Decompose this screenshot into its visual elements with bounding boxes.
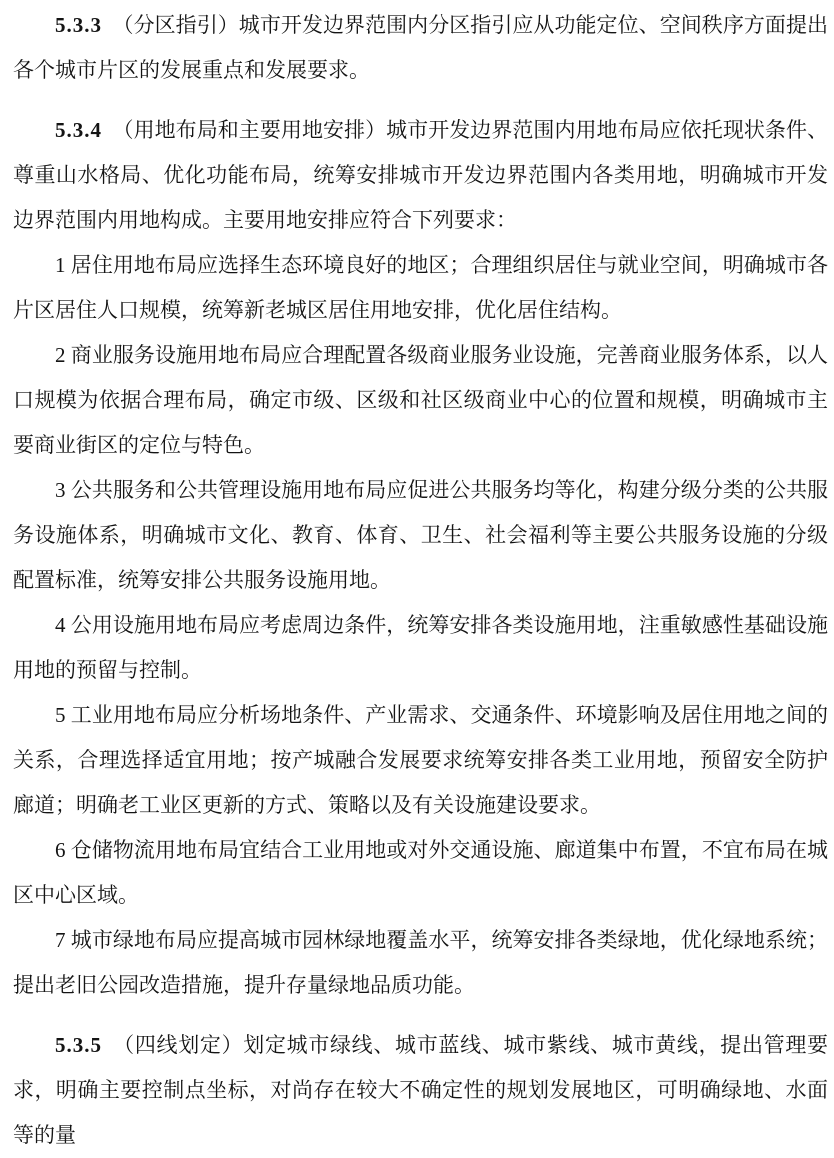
clause-text: 5 工业用地布局应分析场地条件、产业需求、交通条件、环境影响及居住用地之间的关系，合理选择适宜用地；按产城融合发展要求统筹安排各类工业用地，预留安全防护廊道；明确老工业区更新的方式、策略以及有关设施建设要求。 (13, 703, 828, 817)
clause-text: （用地布局和主要用地安排）城市开发边界范围内用地布局应依托现状条件、尊重山水格局、优化功能布局，统筹安排城市开发边界范围内各类用地，明确城市开发边界范围内用地构成。主要用地安排应符合下列要求： (13, 118, 828, 232)
clause-text: 7 城市绿地布局应提高城市园林绿地覆盖水平，统筹安排各类绿地，优化绿地系统；提出老旧公园改造措施，提升存量绿地品质功能。 (13, 928, 828, 997)
clause-5-3-4-item-6 (13, 828, 828, 918)
clause-text: 2 商业服务设施用地布局应合理配置各级商业服务业设施，完善商业服务体系，以人口规模为依据合理布局，确定市级、区级和社区级商业中心的位置和规模，明确城市主要商业街区的定位与特色。 (13, 343, 828, 457)
clause-text: （分区指引）城市开发边界范围内分区指引应从功能定位、空间秩序方面提出各个城市片区的发展重点和发展要求。 (13, 13, 828, 82)
clause-5-3-4-item-7 (13, 918, 828, 1008)
document-body (0, 3, 834, 1158)
clause-5-3-4 (13, 108, 828, 243)
clause-5-3-4-item-1 (13, 243, 828, 333)
clause-text: 1 居住用地布局应选择生态环境良好的地区；合理组织居住与就业空间，明确城市各片区居住人口规模，统筹新老城区居住用地安排，优化居住结构。 (13, 253, 828, 322)
clause-5-3-3 (13, 3, 828, 93)
clause-text: 6 仓储物流用地布局宜结合工业用地或对外交通设施、廊道集中布置，不宜布局在城区中心区域。 (13, 838, 828, 907)
document-page (0, 3, 834, 1158)
clause-5-3-4-item-5 (13, 693, 828, 828)
clause-text: 3 公共服务和公共管理设施用地布局应促进公共服务均等化，构建分级分类的公共服务设施体系，明确城市文化、教育、体育、卫生、社会福利等主要公共服务设施的分级配置标准，统筹安排公共服务设施用地。 (13, 478, 828, 592)
clause-number: 5.3.5 (55, 1033, 102, 1057)
clause-number: 5.3.3 (55, 13, 102, 37)
clause-5-3-4-item-3 (13, 468, 828, 603)
clause-5-3-5 (13, 1023, 828, 1158)
clause-text: （四线划定）划定城市绿线、城市蓝线、城市紫线、城市黄线，提出管理要求，明确主要控制点坐标，对尚存在较大不确定性的规划发展地区，可明确绿地、水面等的量 (13, 1033, 828, 1147)
clause-number: 5.3.4 (55, 118, 102, 142)
clause-5-3-4-item-4 (13, 603, 828, 693)
clause-5-3-4-item-2 (13, 333, 828, 468)
clause-text: 4 公用设施用地布局应考虑周边条件，统筹安排各类设施用地，注重敏感性基础设施用地的预留与控制。 (13, 613, 828, 682)
